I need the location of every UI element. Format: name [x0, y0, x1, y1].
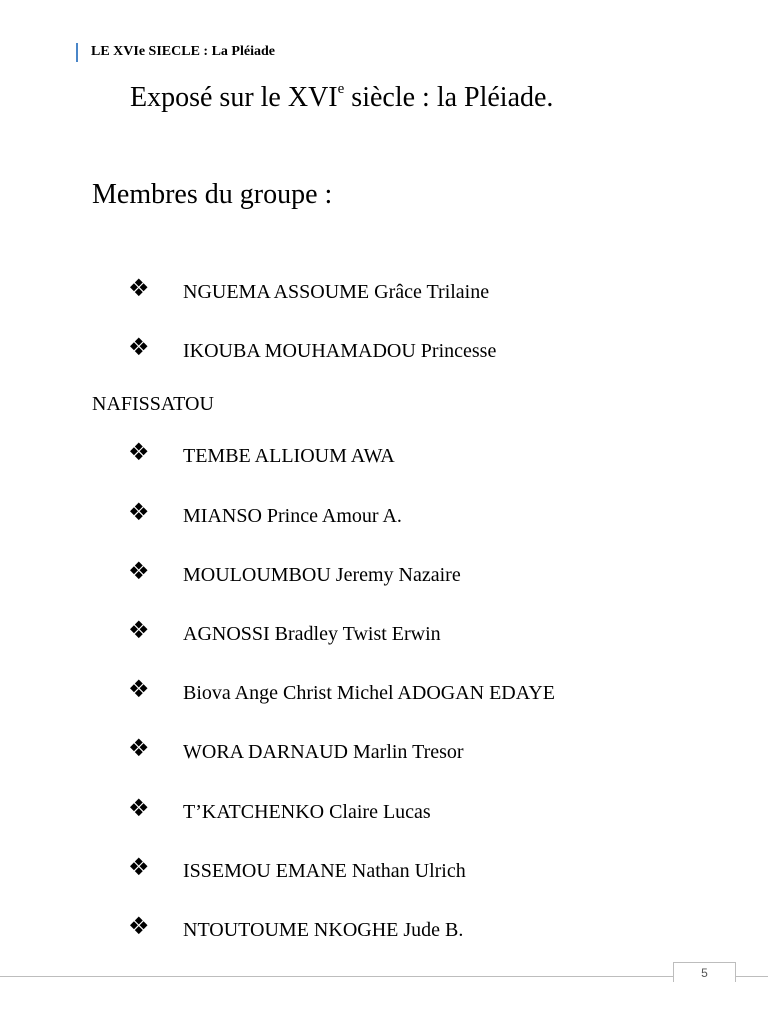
member-name: TEMBE ALLIOUM AWA — [183, 445, 395, 467]
title-text-end: siècle : la Pléiade. — [344, 82, 554, 113]
member-name: NTOUTOUME NKOGHE Jude B. — [183, 919, 464, 941]
member-name: T’KATCHENKO Claire Lucas — [183, 801, 431, 823]
diamond-bullet-icon: ❖ — [128, 616, 150, 644]
diamond-bullet-icon: ❖ — [128, 498, 150, 526]
member-name: MIANSO Prince Amour A. — [183, 505, 402, 527]
footer-divider — [0, 976, 768, 977]
member-name: IKOUBA MOUHAMADOU Princesse — [183, 340, 497, 362]
member-name: NGUEMA ASSOUME Grâce Trilaine — [183, 281, 490, 303]
member-name: ISSEMOU EMANE Nathan Ulrich — [183, 860, 466, 882]
member-name: WORA DARNAUD Marlin Tresor — [183, 741, 464, 763]
diamond-bullet-icon: ❖ — [128, 794, 150, 822]
member-name: AGNOSSI Bradley Twist Erwin — [183, 623, 441, 645]
member-name: MOULOUMBOU Jeremy Nazaire — [183, 564, 461, 586]
diamond-bullet-icon: ❖ — [128, 675, 150, 703]
member-name: Biova Ange Christ Michel ADOGAN EDAYE — [183, 682, 556, 704]
page-number: 5 — [673, 962, 736, 982]
diamond-bullet-icon: ❖ — [128, 912, 150, 940]
diamond-bullet-icon: ❖ — [128, 333, 150, 361]
diamond-bullet-icon: ❖ — [128, 557, 150, 585]
header-accent-bar — [76, 43, 78, 62]
title-text-start: Exposé sur le XVI — [130, 82, 338, 113]
running-header: LE XVIe SIECLE : La Pléiade — [91, 44, 275, 59]
diamond-bullet-icon: ❖ — [128, 853, 150, 881]
diamond-bullet-icon: ❖ — [128, 438, 150, 466]
page-title — [130, 80, 553, 120]
member-name-continuation: NAFISSATOU — [92, 393, 214, 415]
diamond-bullet-icon: ❖ — [128, 274, 150, 302]
diamond-bullet-icon: ❖ — [128, 734, 150, 762]
section-heading: Membres du groupe : — [92, 179, 333, 210]
title-superscript: e — [337, 81, 345, 97]
